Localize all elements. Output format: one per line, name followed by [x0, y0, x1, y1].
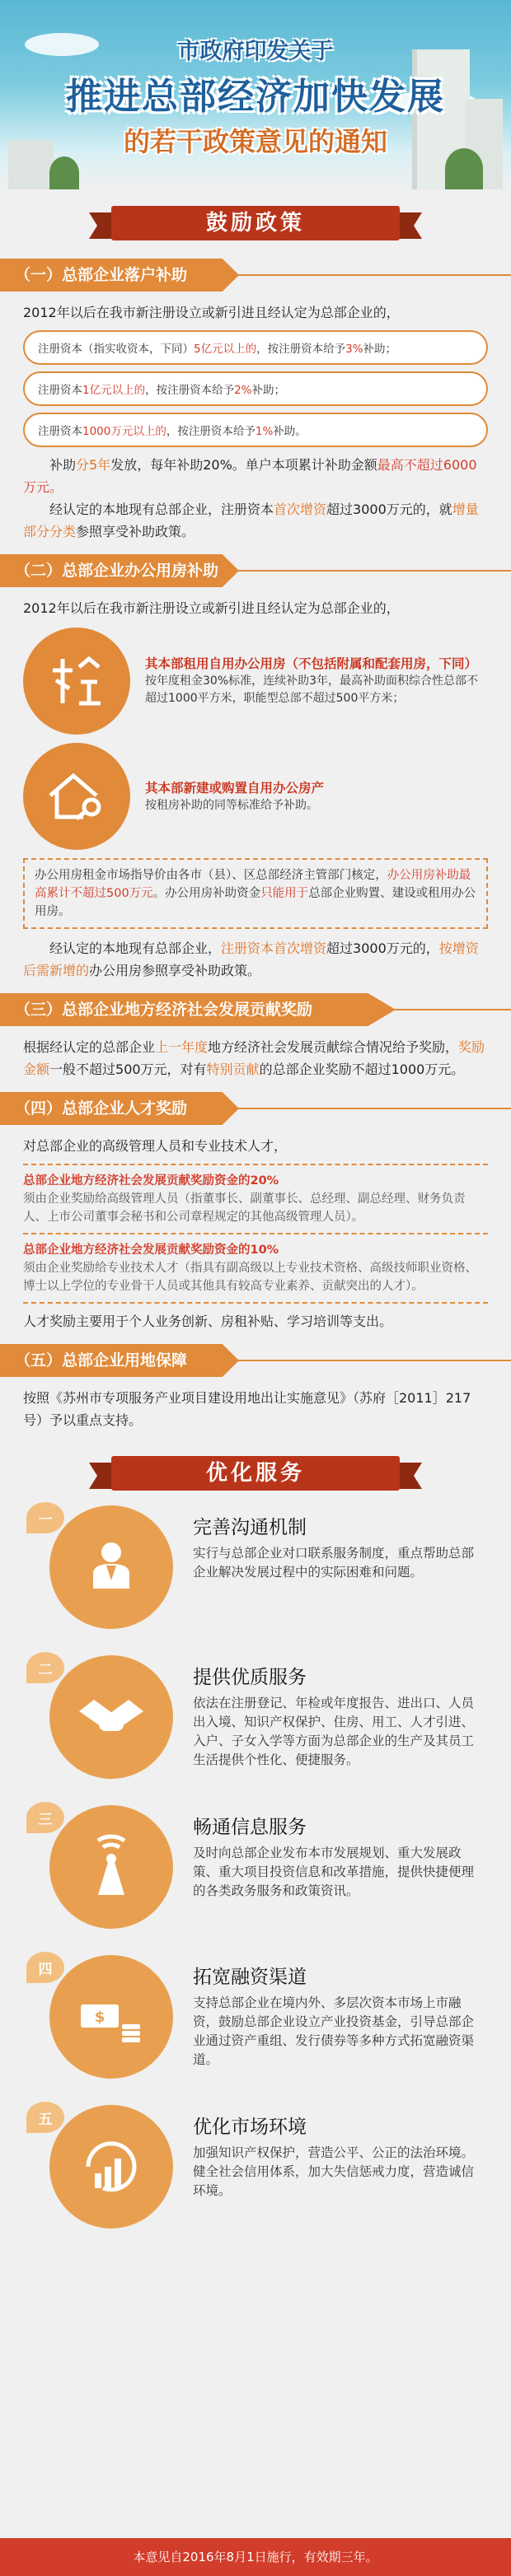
service-body — [193, 1805, 486, 1901]
growth-chart-icon — [38, 2105, 173, 2228]
service-number: 一 — [26, 1502, 64, 1533]
section-heading-5 — [0, 1344, 511, 1377]
service-number: 五 — [26, 2102, 64, 2133]
text: 只能用于 — [260, 887, 309, 900]
text: 总部企业购置、建设或租用办公用房。 — [35, 887, 476, 918]
sec5-para: 按照《苏州市专项服务产业项目建设用地出让实施意见》（苏府［2011］217号）予以重点支持。 — [23, 1390, 471, 1428]
service-desc: 实行与总部企业对口联系服务制度，重点帮助总部企业解决发展过程中的实际困难和问题。 — [193, 1546, 475, 1580]
service-title: 拓宽融资渠道 — [193, 1967, 307, 1988]
text: 分5年 — [76, 457, 111, 473]
text: 根据经认定的总部企业 — [23, 1039, 156, 1055]
sec2-para — [0, 937, 511, 982]
section-heading-5-label: （五）总部企业用地保障 — [15, 1351, 188, 1370]
sec1-pill-2 — [23, 371, 488, 406]
sec4-block-2-head: 总部企业地方经济社会发展贡献奖励资金的10% — [23, 1244, 279, 1257]
sec1-pill-1 — [23, 330, 488, 365]
text: 6000万元。 — [23, 457, 477, 495]
service-body — [193, 2105, 486, 2200]
service-title: 畅通信息服务 — [193, 1817, 307, 1838]
text: 首次增资 — [274, 502, 327, 517]
section-heading-3-label: （三）总部企业地方经济社会发展贡献奖励 — [15, 1001, 313, 1019]
divider — [23, 1164, 488, 1165]
broadcast-icon — [38, 1805, 173, 1929]
sec2-item-2-desc: 按租房补助的同等标准给予补助。 — [145, 798, 318, 812]
section-heading-3 — [0, 993, 511, 1026]
service-item — [0, 1955, 511, 2100]
service-desc: 支持总部企业在境内外、多层次资本市场上市融资，鼓励总部企业设立产业投资基金，引导总部企业通过资产重组、发行债券等多种方式拓宽融资渠道。 — [193, 1995, 475, 2067]
service-desc: 加强知识产权保护，营造公平、公正的法治环境。健全社会信用体系，加大失信惩戒力度，营造诚信环境。 — [193, 2145, 475, 2198]
text: 注册资本首次增资 — [221, 940, 327, 956]
sec4-block-2 — [0, 1241, 511, 1295]
text: 办公用房租金市场指导价由各市（县）、区总部经济主管部门核定， — [35, 869, 387, 882]
sec4-block-1 — [0, 1172, 511, 1226]
text: 最高不超过 — [377, 457, 443, 473]
text: 的总部企业奖励不超过1000万元。 — [259, 1062, 465, 1077]
text: 参照享受补助政策。 — [76, 524, 195, 539]
text: 3% — [345, 343, 363, 356]
sec1-intro: 2012年以后在我市新注册设立或新引进且经认定为总部企业的， — [23, 305, 400, 320]
banner-service-label: 优化服务 — [205, 1461, 305, 1486]
sec2-intro: 2012年以后在我市新注册设立或新引进且经认定为总部企业的， — [23, 600, 400, 616]
divider — [23, 1302, 488, 1304]
text: 发放，每年补助20%。单户本项累计补助金额 — [110, 457, 377, 473]
service-body — [193, 1505, 486, 1582]
banner-service — [0, 1449, 511, 1497]
svg-text:$: $ — [94, 2009, 105, 2026]
text: 补助； — [251, 384, 286, 397]
sec2-item-1-desc: 按年度租金30%标准，连续补助3年，最高补助面积综合性总部不超过1000平方米，职能型总部不超过500平方米； — [145, 674, 479, 705]
section-heading-1-label: （一）总部企业落户补助 — [15, 266, 188, 284]
service-number: 二 — [26, 1652, 64, 1683]
service-desc: 依法在注册登记、年检或年度报告、进出口、人员出入境、知识产权保护、住房、用工、人才引进、入户、子女入学等方面为总部企业的生产及其员工生活提供个性化、便捷服务。 — [193, 1696, 475, 1767]
service-desc: 及时向总部企业发布本市发展规划、重大发展政策、重大项目投资信息和改革措施，提供快捷便理的各类政务服务和政策资讯。 — [193, 1846, 475, 1898]
rent-building-icon — [23, 628, 130, 735]
service-title: 完善沟通机制 — [193, 1517, 307, 1538]
text: 1% — [255, 425, 274, 438]
divider — [23, 1233, 488, 1234]
text: 5亿元以上的 — [194, 343, 257, 356]
text: 超过3000万元的，就 — [326, 502, 452, 517]
service-item — [0, 1805, 511, 1950]
service-item — [0, 2105, 511, 2250]
banner-encourage-label: 鼓励政策 — [205, 211, 305, 236]
text: 补助 — [49, 457, 77, 473]
text: 地方经济社会发展贡献综合情况给予奖励， — [208, 1039, 459, 1055]
house-key-icon — [23, 743, 130, 850]
service-number: 四 — [26, 1952, 64, 1983]
text: 上一年度 — [155, 1039, 209, 1055]
text: 按增资后需新增的 — [23, 940, 479, 978]
sec1-pill-3 — [23, 413, 488, 447]
service-body — [193, 1655, 486, 1770]
text: 。办公用房补助资金 — [152, 887, 261, 900]
text: 经认定的本地现有总部企业，注册资本 — [49, 502, 274, 517]
sec1-para-3 — [0, 498, 511, 543]
presenter-icon — [38, 1505, 173, 1629]
text: 注册资本 — [38, 384, 82, 397]
text: ，按注册资本给予 — [145, 384, 235, 397]
text: 注册资本 — [38, 425, 82, 438]
sec1-para-2 — [0, 454, 511, 498]
sec2-item-2-head: 其本部新建或购置自用办公房产 — [145, 780, 325, 796]
text: 2% — [234, 384, 252, 397]
services-list — [0, 1505, 511, 2250]
handshake-icon — [38, 1655, 173, 1779]
section-heading-2 — [0, 554, 511, 587]
banner-encourage — [0, 199, 511, 247]
sec3-para — [0, 1036, 511, 1080]
sec4-block-2-desc: 须由企业奖励给专业技术人才（指具有副高级以上专业技术资格、高级技师职业资格、博士以上学位的专业骨干人员或其他具有较高专业素养、贡献突出的人才）。 — [23, 1262, 477, 1293]
sec2-item-1-head: 其本部租用自用办公用房（不包括附属和配套用房，下同） — [145, 656, 478, 671]
text: 特别贡献 — [206, 1062, 260, 1077]
section-heading-4 — [0, 1092, 511, 1125]
header-title-line2: 推进总部经济加快发展 — [66, 76, 445, 118]
text: 1000万元以上的 — [82, 425, 166, 438]
sec2-note-box — [23, 858, 488, 929]
text: ，按注册资本给予 — [166, 425, 256, 438]
service-number: 三 — [26, 1802, 64, 1833]
header — [0, 0, 511, 189]
money-icon — [38, 1955, 173, 2079]
text: 补助。 — [273, 425, 307, 438]
tree-decoration — [49, 156, 79, 189]
section-heading-2-label: （二）总部企业办公用房补助 — [15, 562, 219, 580]
sec4-block-1-head: 总部企业地方经济社会发展贡献奖励资金的20% — [23, 1174, 279, 1188]
sec2-item-1 — [0, 628, 511, 735]
service-title: 优化市场环境 — [193, 2116, 307, 2138]
header-title-line1: 市政府印发关于 — [177, 39, 334, 64]
service-item — [0, 1505, 511, 1650]
text: 补助； — [363, 343, 397, 356]
text: ，按注册资本给予 — [256, 343, 346, 356]
text: 超过3000万元的， — [326, 940, 439, 956]
sec4-intro: 对总部企业的高级管理人员和专业技术人才， — [23, 1138, 288, 1154]
text: 注册资本（指实收资本，下同） — [38, 343, 194, 356]
text: 一般不超过500万元，对有 — [49, 1062, 207, 1077]
section-heading-1 — [0, 259, 511, 292]
header-title-line3: 的若干政策意见的通知 — [123, 126, 387, 157]
sec2-item-2 — [0, 743, 511, 850]
sec4-block-1-desc: 须由企业奖励给高级管理人员（指董事长、副董事长、总经理、副总经理、财务负责人、上市公司董事会秘书和公司章程规定的其他高级管理人员）。 — [23, 1192, 466, 1224]
footer: 本意见自2016年8月1日施行，有效期三年。 — [0, 2538, 511, 2576]
text: 经认定的本地现有总部企业， — [49, 940, 222, 956]
text: 办公用房补助最高累计不超过500万元 — [35, 869, 471, 900]
sec4-outro: 人才奖励主要用于个人业务创新、房租补贴、学习培训等支出。 — [23, 1314, 393, 1329]
text: 办公用房参照享受补助政策。 — [89, 963, 261, 978]
service-body — [193, 1955, 486, 2070]
text: 增量部分分类 — [23, 502, 479, 539]
text: 奖励金额 — [23, 1039, 485, 1077]
text: 1亿元以上的 — [82, 384, 146, 397]
service-title: 提供优质服务 — [193, 1667, 307, 1688]
section-heading-4-label: （四）总部企业人才奖励 — [15, 1099, 188, 1118]
service-item — [0, 1655, 511, 1800]
